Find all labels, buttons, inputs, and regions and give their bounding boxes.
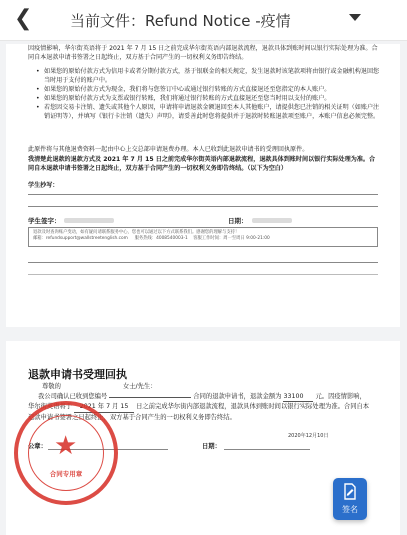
receipt-line-2-end: 日之前完成华尔街内部退款流程，退款具体到账时间以银行实际处理为准。合同自本退款申请书签署之日起终止，双方基于合同产生的一切权利义务即告终结。 xyxy=(28,403,370,421)
receipt-line-2-start: 华尔街英语将于 xyxy=(28,403,73,410)
salutation-text: 尊敬的 xyxy=(42,383,61,390)
caret-down-icon[interactable] xyxy=(349,14,361,21)
document-page-1 xyxy=(6,44,400,327)
signature-field xyxy=(64,218,114,223)
signature-label: 学生签字： xyxy=(28,217,61,225)
list-item: • 如果您的原始付款方式为信用卡或者分期付款方式，基于银联金的相关规定，发生退款时该笔款项将由银行或金融机构退回您当时用于支付的账户中。 xyxy=(36,67,384,85)
seal-text: 合同专用章 xyxy=(49,470,83,478)
contact-email: 邮箱：refundsupport@wallstreetenglish.com xyxy=(33,236,128,241)
sign-button[interactable] xyxy=(333,478,367,520)
student-copy-label: 学生抄写： xyxy=(28,182,59,189)
signature-icon xyxy=(343,483,357,500)
list-item: • 若您因交易卡注销、遗失或其他个人原因，申请将申请退款金额退回至本人其他账户，请提供您已注销的相关证明（如账户注销证明等），并填写《银行卡注销（遗失）声明》，请妥善此时您将提供并于退款时转账退款项至账户，本账户信息必须完整。 xyxy=(36,103,384,121)
receipt-line-1-start: 我公司确认已收到您编号 xyxy=(38,393,108,400)
divider xyxy=(28,274,378,275)
contact-box xyxy=(28,227,378,247)
receipt-line-1-end: 元。因疫情影响， xyxy=(315,393,366,400)
divider xyxy=(28,262,378,263)
divider xyxy=(28,194,378,195)
list-item: • 如果您的原始付款方式为现金，我们将与您签订中心或通过银行转账的方式直接退还至您指定的本人账户。 xyxy=(36,85,384,94)
file-title: 当前文件：Refund Notice -疫情 xyxy=(70,12,291,30)
contact-notice: 退款及时查询账户变动，如有疑问请联系服务中心，您也可以通过以下方式联系我们。感谢您的理解与支持！ xyxy=(33,230,240,235)
top-bar xyxy=(0,0,407,41)
date-line xyxy=(224,449,310,450)
refund-deadline: 2021 年 7 月 15 xyxy=(74,402,134,413)
receipt-line-1-mid: 合同的退款申请书，退款金额为 xyxy=(193,393,282,400)
stamp-date: 2020年12月10日 xyxy=(288,433,329,439)
date-field xyxy=(252,218,292,223)
contact-hours: 客服工作时间：周一至周日 9:00-21:00 xyxy=(193,236,270,241)
receipt-line-1 xyxy=(38,392,366,402)
date-label: 日期： xyxy=(228,217,248,225)
receipt-title: 退款申请书受理回执 xyxy=(28,368,127,381)
refund-method-list xyxy=(36,67,384,121)
contact-phone: 服务热线：4008540003-1 xyxy=(134,236,188,241)
note-paragraph: 此原件将与其他退费资料一起由中心上交总部申请退费办理。本人已收到此退款申请书的受理回执原件。 xyxy=(28,146,309,153)
salutation-suffix: 女士/先生： xyxy=(122,383,157,390)
chevron-left-icon[interactable]: ❮ xyxy=(14,6,33,31)
seal-label: 公章： xyxy=(28,443,47,450)
receipt-date-label: 日期： xyxy=(202,443,221,450)
salutation xyxy=(42,382,157,391)
contact-details xyxy=(33,236,373,242)
intro-paragraph: 因疫情影响，华尔街英语将于 2021 年 7 月 15 日之前完成华尔街英语内部退款流程，退款具体到账时间以银行实际处理为准。合同自本退款申请书签署之日起终止，双方基于合同产生的一切权利义务即告终结。 xyxy=(28,45,378,61)
refund-amount: 33100 xyxy=(283,392,313,402)
star-icon: ★ xyxy=(54,431,78,461)
list-item: • 如果您的原始付款方式为支票或银行转账，我们将通过银行转账的方式直接退还至您当时用以支付的账户。 xyxy=(36,94,384,103)
company-seal xyxy=(14,401,118,505)
divider xyxy=(28,206,378,207)
sign-button-label: 签名 xyxy=(342,505,358,514)
bold-paragraph: 我清楚此退款的退款方式及 2021 年 7 月 15 日之前完成华尔街英语内部退款流程，退款具体到账时间以银行实际处理为准。合同自本退款申请书签署之日起终止，双方基于合同产生的一切权利义务即告终结。（以下为空白） xyxy=(28,156,376,172)
